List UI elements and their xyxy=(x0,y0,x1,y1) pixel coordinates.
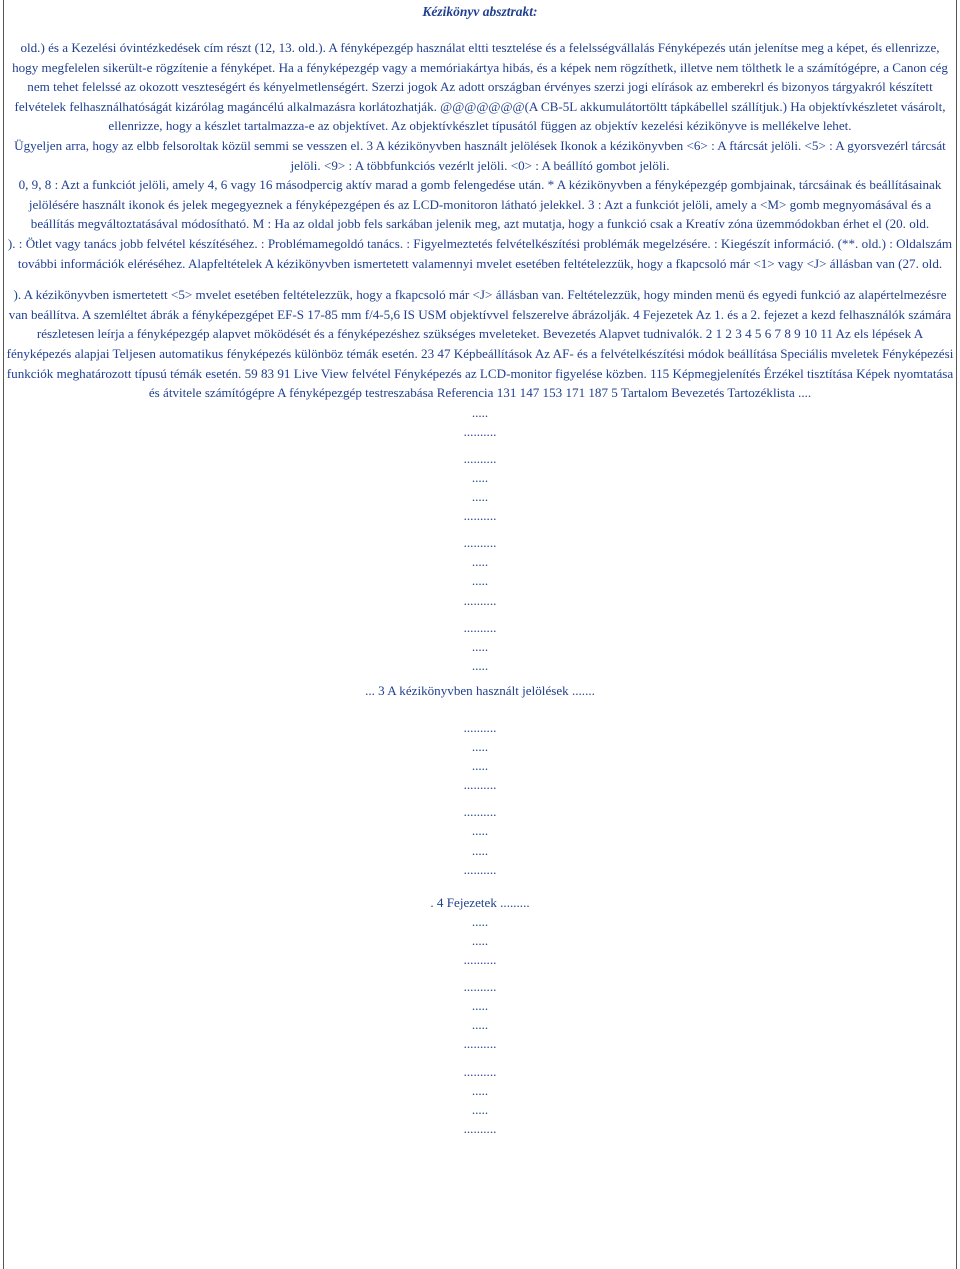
dots-line: ..... xyxy=(471,998,489,1014)
dots-line: ..... xyxy=(471,823,489,839)
dots-line: .......... xyxy=(463,450,497,466)
dots-line: .......... xyxy=(463,1036,497,1052)
dots-line: .......... xyxy=(463,979,497,995)
dots-block-1 xyxy=(6,403,954,1138)
dots-line: .......... xyxy=(463,592,497,608)
page-title: Kézikönyv absztrakt: xyxy=(422,4,538,19)
dots-line: .......... xyxy=(463,777,497,793)
dots-line: ..... xyxy=(471,739,489,755)
paragraph-1: old.) és a Kezelési óvintézkedések cím részt (12, 13. old.). A fényképezgép használat eltti tesztelése és a felelsségvállalás Fényképezés után jelenítse meg a képet, és ellenrizze, hogy megfelelen sikerült-e rögzítenie a fényképet. Ha a fényképezgép vagy a memóriakártya hibás, és a képek nem rögzíthetk, illetve nem tölthetk le a számítógépre, a Canon cég nem tehet felelssé az okozott veszteségért és kényelmetlenségért. Szerzi jogok Az adott országban érvényes szerzi jogi elírások az emberekrl és bizonyos tárgyakról készített felvételek felhasználhatóságát kizárólag magáncélú alkalmazásra korlátozhatják. @@@@@@@(A CB-5L akkumulátortöltt tápkábellel szállítjuk.) Ha objektívkészletet vásárolt, ellenrizze, hogy a készlet tartalmazza-e az objektívet. Az objektívkészlet típusától függen az objektív kezelési kézikönyve is mellékelve lehet. xyxy=(12,40,948,134)
dots-line: .......... xyxy=(463,804,497,820)
dots-line: .......... xyxy=(463,535,497,551)
paragraph-4: ). : Ötlet vagy tanács jobb felvétel készítéséhez. : Problémamegoldó tanács. : Figyelmeztetés felvételkészítési problémák megelzésére. : Kiegészít információ. (**. old.) : Oldalszám további információk eléréséhez. Alapfeltételek A kézikönyvben ismertetett valamennyi mvelet esetében feltételezzük, hogy a fkapcsoló már <1> vagy <J> állásban van (27. old. xyxy=(7,235,953,271)
dots-line: ..... xyxy=(471,638,489,654)
paragraph-2: Ügyeljen arra, hogy az elbb felsoroltak közül semmi se vesszen el. 3 A kézikönyvben használt jelölések Ikonok a kézikönyvben <6> : A ftárcsát jelöli. <5> : A gyorsvezérl tárcsát jelöli. <9> : A többfunkciós vezérlt jelöli. <0> : A beállító gombot jelöli. xyxy=(14,137,946,173)
section-heading-fejezetek: . 4 Fejezetek ......... xyxy=(430,894,530,910)
dots-line: ..... xyxy=(471,573,489,589)
dots-line: ..... xyxy=(471,932,489,948)
dots-line: ..... xyxy=(471,404,489,420)
dots-line: ..... xyxy=(471,1017,489,1033)
dots-line: .......... xyxy=(463,720,497,735)
dots-line: .......... xyxy=(463,1063,497,1079)
dots-line: ..... xyxy=(471,1101,489,1117)
dots-line: ..... xyxy=(471,1082,489,1098)
dots-line: .......... xyxy=(463,619,497,635)
dots-line: .......... xyxy=(463,508,497,524)
paragraph-3: 0, 9, 8 : Azt a funkciót jelöli, amely 4, 6 vagy 16 másodpercig aktív marad a gomb felengedése után. * A kézikönyvben a fényképezgép gombjainak, tárcsáinak és beállításainak jelölésére használt ikonok és jelek megegyeznek a fényképezgépen és az LCD-monitoron látható jelekkel. 3 : Azt a funkciót jelöli, amely a <M> gomb megnyomásával és a beállítás megváltoztatásával módosítható. M : Ha az oldal jobb fels sarkában jelenik meg, azt mutatja, hogy a funkció csak a Kreatív zóna üzemmódokban érhet el (20. old. xyxy=(18,177,942,232)
dots-line: ..... xyxy=(471,489,489,505)
dots-line: .......... xyxy=(463,423,497,439)
paragraph-5: ). A kézikönyvben ismertetett <5> mvelet esetében feltételezzük, hogy a fkapcsoló már <J> állásban van. Feltételezzük, hogy minden menü és egyedi funkció az alapértelmezésre van beállítva. A szemléltet ábrák a fényképezgépet EF-S 17-85 mm f/4-5,6 IS USM objektívvel felszerelve ábrázolják. 4 Fejezetek Az 1. és a 2. fejezet a kezd felhasználók számára részletesen leírja a fényképezgép alapvet möködését és a fényképezéshez szükséges mveleteket. Bevezetés Alapvet tudnivalók. 2 1 2 3 4 5 6 7 8 9 10 11 Az els lépések A fényképezés alapjai Teljesen automatikus fényképezés különböz témák esetén. 23 47 Képbeállítások Az AF- és a felvételkészítési módok beállítása Speciális mveletek Fényképezési funkciók meghatározott típusú témák esetén. 59 83 91 Live View felvétel Fényképezés az LCD-monitor figyelése közben. 115 Képmegjelenítés Érzékel tisztítása Képek nyomtatása és átvitele számítógépre A fényképezgép testreszabása Referencia 131 147 153 171 187 5 Tartalom Bevezetés Tartozéklista .... xyxy=(6,287,954,401)
dots-line: .......... xyxy=(463,1120,497,1136)
dots-line: ..... xyxy=(471,657,489,673)
document-body xyxy=(6,38,954,1138)
dots-line: .......... xyxy=(463,952,497,968)
dots-line: ..... xyxy=(471,469,489,485)
dots-line: .......... xyxy=(463,861,497,877)
section-heading-jelolesek: ... 3 A kézikönyvben használt jelölések ....... xyxy=(365,682,595,698)
dots-line: ..... xyxy=(471,842,489,858)
dots-line: ..... xyxy=(471,554,489,570)
dots-line: ..... xyxy=(471,758,489,774)
dots-line: ..... xyxy=(471,913,489,929)
